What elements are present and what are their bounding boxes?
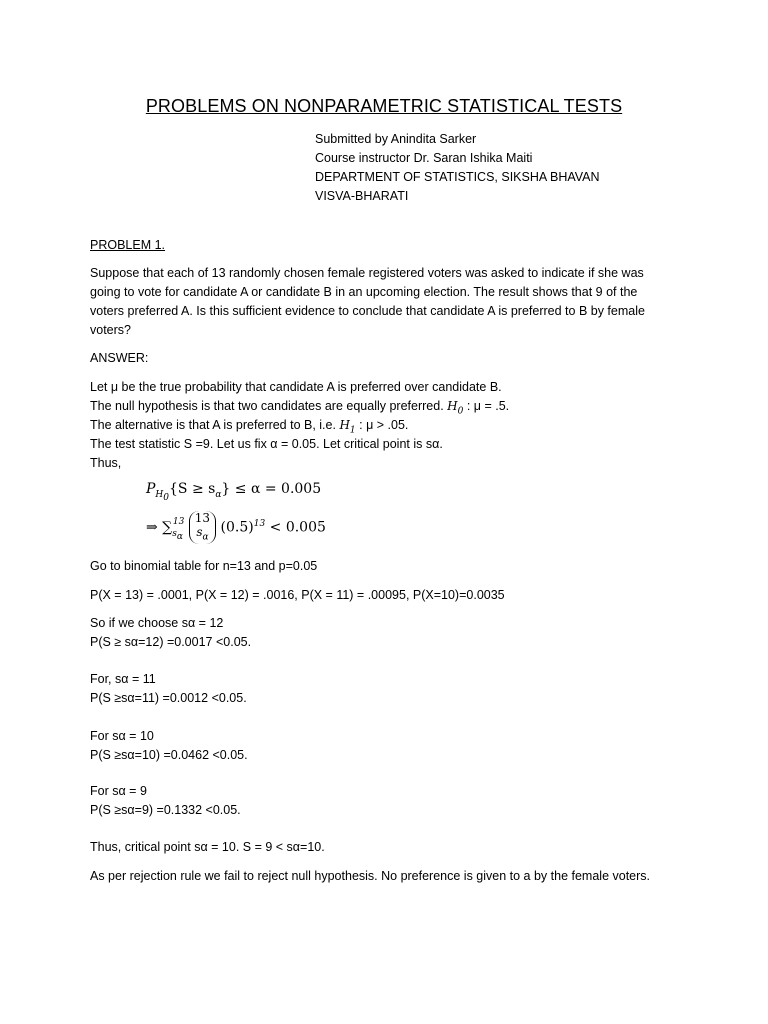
binom-top: 13 [194,511,211,525]
course-instructor: Course instructor Dr. Saran Ishika Maiti [315,151,533,165]
h0-symbol: $H_0$ [447,399,464,417]
answer-line: P(X = 13) = .0001, P(X = 12) = .0016, P(X = 11) = .00095, P(X=10)=0.0035 [90,588,505,602]
problem-heading: PROBLEM 1. [90,238,166,252]
answer-heading: ANSWER: [90,351,149,365]
answer-line: The test statistic S =9. Let us fix α = 0.05. Let critical point is sα. [90,437,443,451]
answer-line: So if we choose sα = 12 [90,616,224,630]
answer-line: Thus, [90,456,122,470]
answer-line-tail: : μ > .05. [359,418,409,432]
answer-line: P(S ≥sα=9) =0.1332 <0.05. [90,803,241,817]
problem-statement-line: voters? [90,323,131,337]
answer-line: For, sα = 11 [90,672,156,686]
answer-line: P(S ≥sα=11) =0.0012 <0.05. [90,691,247,705]
document-title: PROBLEMS ON NONPARAMETRIC STATISTICAL TESTS [145,96,623,116]
equation-2: ⇒ $\sum_{s_\alpha}^{13}$ 13 $s_\alpha$ $(0.5)^{13} < 0.005$ [146,511,326,543]
answer-line: P(S ≥ sα=12) =0.0017 <0.05. [90,635,252,649]
problem-statement-line: Suppose that each of 13 randomly chosen female registered voters was asked to indicate if she was [90,266,644,280]
answer-line: For sα = 10 [90,729,154,743]
answer-line: Let μ be the true probability that candidate A is preferred over candidate B. [90,380,502,394]
answer-line: P(S ≥sα=10) =0.0462 <0.05. [90,748,248,762]
eq2-binomial: 13 $s_\alpha$ [189,511,216,544]
answer-line: Go to binomial table for n=13 and p=0.05 [90,559,318,573]
answer-line-tail: : μ = .5. [466,399,510,413]
conclusion: As per rejection rule we fail to reject null hypothesis. No preference is given to a by the female voters. [90,869,651,883]
eq1-rhs: {S ≥ s [169,481,216,497]
answer-line: Thus, critical point sα = 10. S = 9 < sα=10. [90,840,325,854]
submitted-by: Submitted by Anindita Sarker [315,132,477,146]
problem-statement-line: voters preferred A. Is this sufficient evidence to conclude that candidate A is preferred to B by female [90,304,645,318]
eq2-prefix: ⇒ ∑ [146,519,173,536]
problem-statement-line: going to vote for candidate A or candidate B in an upcoming election. The result shows that 9 of the [90,285,638,299]
equation-1: $P_{H_0}\{S \ge s_\alpha\} \le \alpha = 0.005$ [146,481,322,503]
eq1-prob-symbol: $P_{H_0}$ [146,481,170,503]
eq2-tail: < 0.005 [265,519,326,536]
university: VISVA-BHARATI [315,189,409,203]
answer-line: For sα = 9 [90,784,147,798]
answer-line-text: The null hypothesis is that two candidates are equally preferred. [90,399,444,413]
answer-line-text: The alternative is that A is preferred to B, i.e. [90,418,336,432]
eq1-tail: } ≤ α = 0.005 [221,481,322,497]
h1-symbol: $H_1$ [339,418,356,436]
department: DEPARTMENT OF STATISTICS, SIKSHA BHAVAN [315,170,600,184]
eq2-power: (0.5) [220,519,254,536]
